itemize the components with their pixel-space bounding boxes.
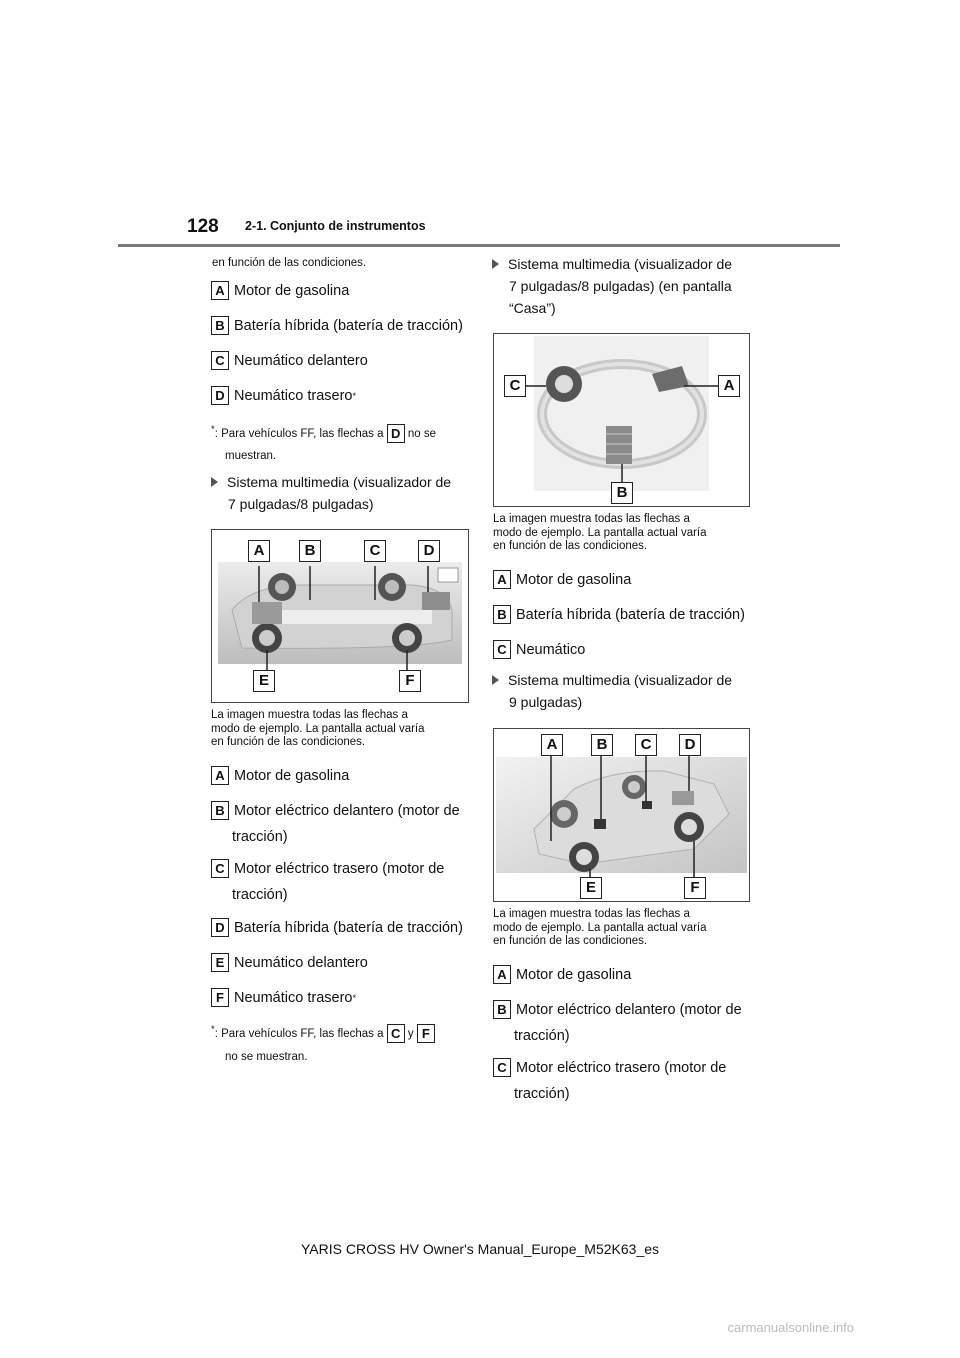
figure-home-screen-flow [493, 333, 750, 507]
list-item-text: Motor eléctrico trasero (motor de [234, 860, 445, 877]
caption-line: en función de las condiciones. [211, 736, 366, 748]
list-item [493, 570, 631, 589]
list-item [493, 1000, 742, 1019]
letter-badge: C [493, 640, 511, 659]
letter-badge: C [211, 859, 229, 878]
caption-line: modo de ejemplo. La pantalla actual varía [493, 921, 707, 934]
heading-line: Sistema multimedia (visualizador de [227, 474, 452, 490]
caption-line: en función de las condiciones. [493, 935, 648, 947]
callout-label: A [718, 375, 740, 397]
callout-label: D [679, 734, 701, 756]
letter-badge: B [211, 801, 229, 820]
callout-label: C [635, 734, 657, 756]
section-heading [492, 253, 732, 319]
section-heading [492, 669, 732, 713]
caption-line: en función de las condiciones. [493, 540, 648, 552]
callout-label: E [580, 877, 602, 899]
list-item-text: Motor eléctrico trasero (motor de [516, 1059, 727, 1076]
heading-line: 7 pulgadas/8 pulgadas) [228, 496, 374, 512]
footnote-star: * [352, 992, 356, 1003]
footnote-star: * [211, 1024, 215, 1035]
letter-badge: F [211, 988, 229, 1007]
callout-label: F [399, 670, 421, 692]
callout-label: A [541, 734, 563, 756]
section-title: 2-1. Conjunto de instrumentos [245, 219, 426, 233]
letter-badge: A [211, 281, 229, 300]
list-item-continuation: tracción) [514, 1086, 570, 1102]
footer-text: YARIS CROSS HV Owner's Manual_Europe_M52K63_es [300, 1241, 660, 1257]
list-item [211, 859, 444, 878]
letter-badge: A [493, 570, 511, 589]
list-item-continuation: tracción) [232, 887, 288, 903]
footnote-star: * [352, 390, 356, 401]
figure-hybrid-flow-7in [211, 529, 469, 703]
figure-hybrid-flow-9in [493, 728, 750, 902]
heading-line: Sistema multimedia (visualizador de [508, 256, 733, 272]
footnote-star: * [211, 424, 215, 435]
list-item [211, 386, 356, 405]
list-item-continuation: tracción) [514, 1028, 570, 1044]
letter-badge: C [493, 1058, 511, 1077]
letter-badge: B [493, 605, 511, 624]
figure-caption [211, 709, 425, 750]
callout-label: E [253, 670, 275, 692]
list-item [211, 281, 349, 300]
footnote-text: y [407, 1027, 414, 1040]
list-item [211, 801, 460, 820]
watermark-text: carmanualsonline.info [727, 1320, 854, 1335]
list-item [211, 918, 463, 937]
list-item-text: Batería híbrida (batería de tracción) [234, 919, 463, 936]
triangle-icon [211, 477, 218, 487]
callout-label: C [504, 375, 526, 397]
list-item-text: Motor de gasolina [234, 767, 350, 784]
list-item [493, 605, 745, 624]
list-item-continuation: tracción) [232, 829, 288, 845]
callout-label: D [418, 540, 440, 562]
list-item [211, 316, 463, 335]
section-heading [211, 471, 451, 515]
list-item [211, 953, 368, 972]
list-item [493, 965, 631, 984]
list-item-text: Neumático trasero [234, 387, 353, 404]
figure-caption [493, 513, 707, 554]
list-item-text: Motor de gasolina [516, 966, 632, 983]
triangle-icon [492, 675, 499, 685]
list-item-text: Neumático delantero [234, 954, 368, 971]
caption-line: La imagen muestra todas las flechas a [493, 513, 690, 525]
letter-badge: D [211, 918, 229, 937]
footnote [211, 1024, 435, 1043]
letter-badge: F [417, 1024, 435, 1043]
list-item [211, 351, 368, 370]
list-item-text: Neumático [516, 641, 586, 658]
page-number: 128 [187, 216, 219, 237]
callout-label: F [684, 877, 706, 899]
footnote-text: : Para vehículos FF, las flechas a [214, 427, 384, 440]
figure-caption [493, 908, 707, 949]
footnote [211, 424, 436, 443]
list-item-text: Motor de gasolina [234, 282, 350, 299]
caption-line: modo de ejemplo. La pantalla actual varía [493, 526, 707, 539]
energy-flow-illustration [494, 334, 749, 506]
intro-text: en función de las condiciones. [212, 257, 367, 269]
footnote-line2: no se muestran. [225, 1051, 308, 1063]
letter-badge: C [387, 1024, 405, 1043]
triangle-icon [492, 259, 499, 269]
suv-diagram-illustration [494, 729, 749, 901]
footnote-text: : Para vehículos FF, las flechas a [214, 1027, 384, 1040]
list-item-text: Motor eléctrico delantero (motor de [516, 1001, 742, 1018]
list-item-text: Neumático trasero [234, 989, 353, 1006]
list-item [211, 988, 356, 1007]
caption-line: modo de ejemplo. La pantalla actual varía [211, 722, 425, 735]
callout-label: B [591, 734, 613, 756]
header-rule [118, 244, 840, 247]
letter-badge: C [211, 351, 229, 370]
list-item-text: Motor eléctrico delantero (motor de [234, 802, 460, 819]
heading-line: 9 pulgadas) [509, 694, 583, 710]
list-item [493, 1058, 726, 1077]
heading-line: 7 pulgadas/8 pulgadas) (en pantalla [509, 278, 732, 294]
letter-badge: B [493, 1000, 511, 1019]
letter-badge: D [211, 386, 229, 405]
callout-label: B [611, 482, 633, 504]
callout-label: B [299, 540, 321, 562]
footnote-line2: muestran. [225, 450, 277, 462]
letter-badge: D [387, 424, 405, 443]
list-item [493, 640, 585, 659]
list-item-text: Motor de gasolina [516, 571, 632, 588]
list-item [211, 766, 349, 785]
caption-line: La imagen muestra todas las flechas a [493, 908, 690, 920]
letter-badge: E [211, 953, 229, 972]
caption-line: La imagen muestra todas las flechas a [211, 709, 408, 721]
heading-line: “Casa”) [509, 300, 556, 316]
list-item-text: Batería híbrida (batería de tracción) [234, 317, 463, 334]
callout-label: C [364, 540, 386, 562]
callout-label: A [248, 540, 270, 562]
heading-line: Sistema multimedia (visualizador de [508, 672, 733, 688]
letter-badge: A [493, 965, 511, 984]
letter-badge: B [211, 316, 229, 335]
footnote-text: no se [407, 427, 437, 440]
list-item-text: Neumático delantero [234, 352, 368, 369]
list-item-text: Batería híbrida (batería de tracción) [516, 606, 745, 623]
letter-badge: A [211, 766, 229, 785]
